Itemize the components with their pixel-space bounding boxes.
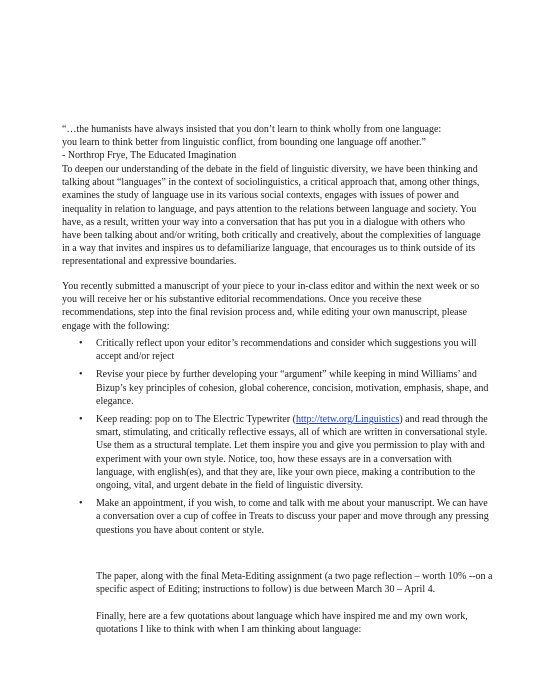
bullet-icon: • bbox=[79, 414, 83, 426]
bullet-icon: • bbox=[79, 369, 83, 381]
paragraph-intro: To deepen our understanding of the debate in the field of linguistic diversity, we have been thinking and talking about “languages” in the context of sociolinguistics, a critical approach that, among other things, examines the study of language use in its various social contexts, engages with issues of power and inequality in relation to language, and pays attention to the relations between language and society. You have, as a result, written your way into a conversation that has put you in a dialogue with others who have been talking about and/or writing, both critically and creatively, about the complexities of language in a way that invites and inspires us to defamiliarize language, that encourages us to think outside of its representational and expressive boundaries. bbox=[62, 164, 481, 268]
list-item-text: Make an appointment, if you wish, to come and talk with me about your manuscript. We can have a conversation over a cup of coffee in Treats to discuss your paper and move through any pressing questions you have about content or style. bbox=[96, 498, 489, 536]
electric-typewriter-link[interactable]: http://tetw.org/Linguistics bbox=[295, 414, 400, 426]
bullet-icon: • bbox=[79, 338, 83, 349]
paragraph-due-date: The paper, along with the final Meta-Editing assignment (a two page reflection – worth 10% --on a specific aspect of Editing; instructions to follow) is due between March 30 – April 4. bbox=[96, 571, 493, 596]
list-item bbox=[62, 413, 492, 492]
epigraph-line-2: you learn to think better from linguistic conflict, from bounding one language off another.” bbox=[62, 137, 426, 149]
epigraph-attribution: - Northrop Frye, The Educated Imagination bbox=[62, 150, 237, 162]
list-item bbox=[62, 368, 492, 408]
paragraph-assignment: You recently submitted a manuscript of your piece to your in-class editor and within the next week or so you will receive her or his substantive editorial recommendations. Once you receive these recommendations, step into the final revision process and, while editing your own manuscript, please engage with the following: bbox=[62, 281, 480, 332]
paragraph-quotations-intro: Finally, here are a few quotations about language which have inspired me and my own work, quotations I like to think with when I am thinking about language: bbox=[96, 611, 468, 636]
list-item-text: Revise your piece by further developing your “argument” while keeping in mind Williams’ and Bizup’s key principles of cohesion, global coherence, concision, motivation, emphasis, shape, and elegance. bbox=[96, 369, 489, 407]
epigraph-line-1: “…the humanists have always insisted that you don’t learn to think wholly from one language: bbox=[62, 124, 442, 135]
list-item-text-before-link: Keep reading: pop on to The Electric Typewriter ( bbox=[96, 414, 296, 426]
list-item-text-after-link: ) and read through the smart, stimulating, and critically reflective essays, all of which are written in conversational style. Use them as a structural template. Let them inspire you and give you permission to play with and experiment with your own style. Notice, too, how these essays are in a conversation with language, with english(es), and that they are, like your own piece, making a contribution to the ongoing, vital, and urgent debate in the field of linguistic diversity. bbox=[96, 414, 488, 492]
bullet-icon: • bbox=[79, 498, 83, 510]
list-item-text bbox=[96, 414, 488, 491]
instruction-list bbox=[62, 337, 492, 542]
list-item bbox=[62, 337, 492, 363]
epigraph bbox=[62, 123, 502, 163]
list-item-text: Critically reflect upon your editor’s recommendations and consider which suggestions you will accept and/or reject bbox=[96, 338, 477, 363]
list-item bbox=[62, 497, 492, 537]
